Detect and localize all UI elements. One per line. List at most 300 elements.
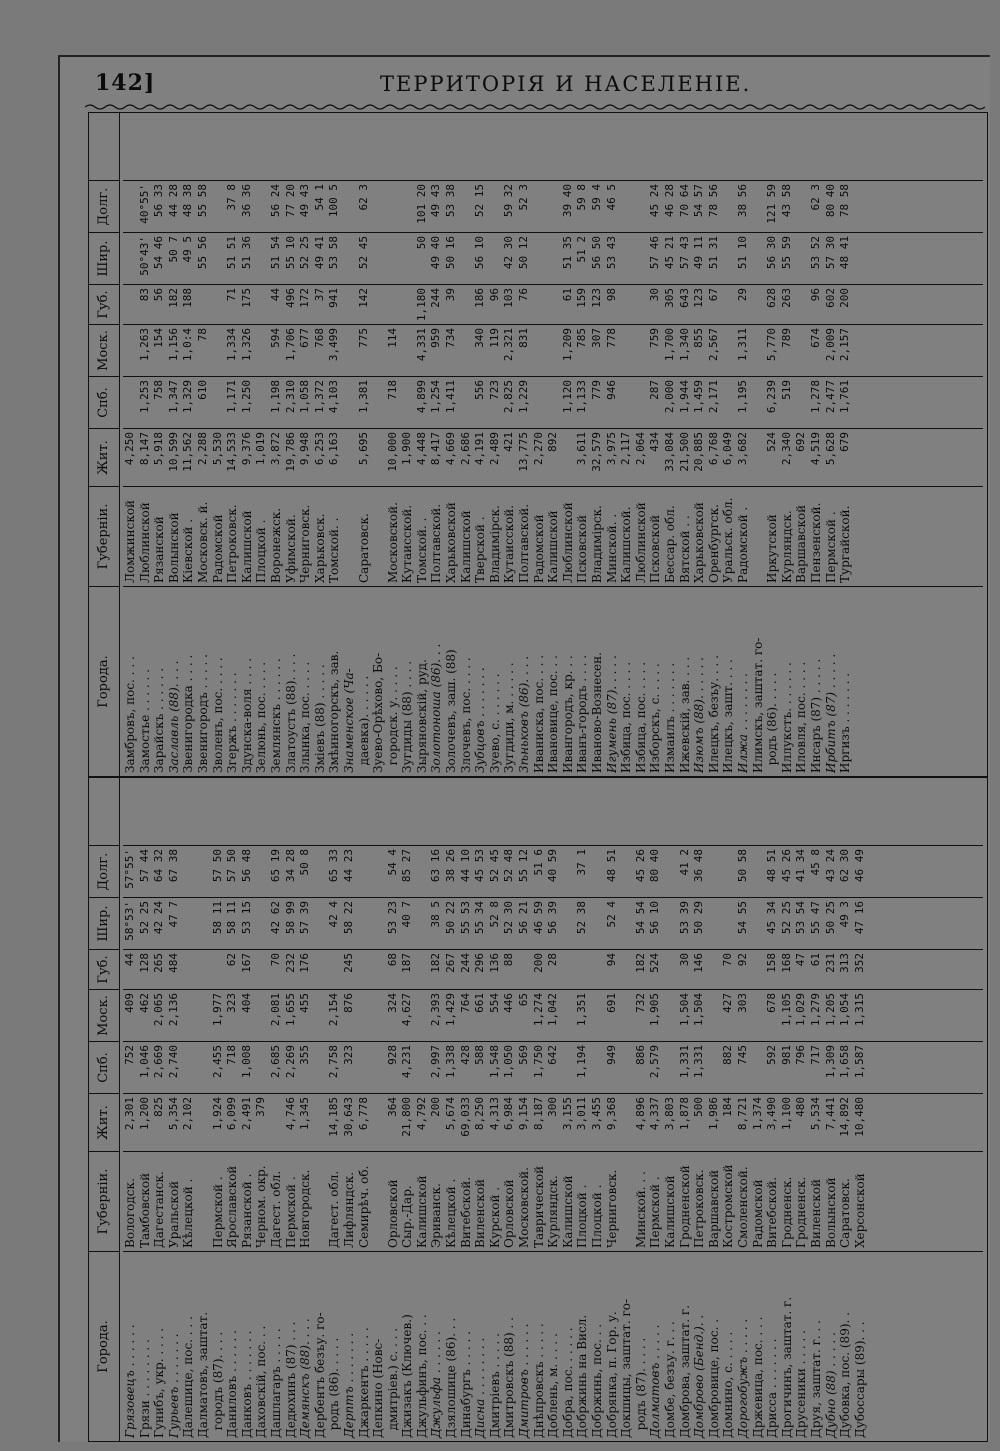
table-cell: 882	[721, 1045, 735, 1065]
table-cell	[196, 901, 211, 949]
right-col-longitude	[123, 180, 983, 232]
table-cell: 524	[648, 953, 662, 973]
table-cell: 65	[517, 993, 531, 1007]
table-cell: Уральской	[166, 1180, 181, 1248]
table-cell: 1,279	[808, 993, 822, 1027]
table-cell	[619, 236, 634, 284]
table-cell: 1,347	[166, 380, 180, 414]
table-cell	[181, 953, 196, 989]
table-cell: 610	[195, 380, 209, 400]
table-cell: 45 34	[765, 901, 779, 935]
table-cell: 1,944	[677, 380, 691, 414]
table-cell	[590, 1045, 605, 1093]
right-col-town	[123, 586, 983, 776]
table-cell: 44 23	[341, 849, 355, 883]
table-cell: 1,198	[268, 380, 282, 414]
table-cell	[459, 236, 474, 284]
table-cell: Иваново-Вознесен.	[590, 652, 604, 773]
table-cell: 96	[487, 288, 501, 302]
table-cell: 200	[531, 953, 545, 973]
table-cell: Илжа . . . . . . . .	[735, 673, 750, 773]
table-cell: 56 50	[590, 236, 603, 270]
table-cell	[211, 328, 226, 376]
table-cell: Зміевъ (88) . . . . .	[312, 664, 327, 773]
table-cell: 42 62	[268, 901, 282, 935]
table-cell	[400, 184, 415, 232]
table-cell: 1,331	[677, 1045, 691, 1079]
table-cell	[590, 849, 605, 897]
table-cell: 57 50	[225, 849, 239, 883]
table-cell: Иваниска, пос. . . .	[531, 654, 546, 773]
table-cell: 1,986	[706, 1097, 720, 1131]
table-cell: 6,778	[356, 1097, 370, 1131]
table-cell: 59 4	[590, 184, 603, 211]
table-cell: 92	[735, 953, 749, 967]
table-cell: 67	[706, 288, 720, 302]
table-cell: даевка). . . . . .	[356, 675, 371, 773]
table-cell: 768	[312, 328, 326, 348]
table-cell: 58°53'	[123, 901, 136, 941]
table-cell: 267	[444, 953, 458, 973]
table-cell	[794, 184, 809, 232]
table-cell: 1,229	[517, 380, 531, 414]
table-cell: Далешице, пос. . . .	[181, 1316, 196, 1438]
table-cell: 1,334	[225, 328, 239, 362]
table-cell	[254, 288, 269, 324]
table-cell	[313, 1097, 328, 1151]
table-cell: 51 31	[706, 236, 720, 270]
table-cell: 496	[283, 288, 297, 308]
table-cell: Волынской	[166, 512, 181, 583]
table-cell: 128	[137, 953, 151, 973]
table-cell: Дагест. обл.	[268, 1170, 283, 1248]
table-cell	[663, 1045, 678, 1093]
table-cell: 56 24	[268, 184, 282, 218]
header-spb: Спб.	[89, 1041, 119, 1093]
table-cell	[546, 288, 561, 324]
table-cell: Домнино, с. . . . .	[721, 1331, 736, 1438]
table-cell: 57 39	[298, 901, 312, 935]
table-cell: Друсеники . . . . .	[794, 1330, 809, 1438]
table-cell: 83	[137, 288, 151, 302]
table-cell: Волынской	[823, 1177, 838, 1248]
table-cell: 8,721	[735, 1097, 749, 1131]
table-cell: 5,918	[152, 432, 166, 466]
table-cell: Джаркентъ . . . . .	[356, 1327, 371, 1438]
table-area	[88, 112, 988, 1442]
table-cell: 78 56	[706, 184, 720, 218]
table-cell: Измаилъ . . . . . . .	[662, 662, 677, 773]
table-cell: 1,254	[429, 380, 443, 414]
table-cell: 159	[575, 288, 589, 308]
table-cell	[254, 184, 269, 232]
table-cell	[313, 953, 328, 989]
table-cell	[415, 1045, 430, 1093]
table-cell	[751, 288, 766, 324]
table-cell: 1,0:4	[181, 328, 195, 362]
table-cell: 785	[575, 328, 589, 348]
table-cell: Витебской.	[765, 1176, 780, 1248]
table-cell: 47 7	[166, 901, 180, 928]
table-cell: 678	[765, 993, 779, 1013]
table-cell	[254, 380, 269, 428]
table-cell: 9,376	[239, 432, 253, 466]
table-cell: 3,682	[735, 432, 749, 466]
table-cell: Зыряновскій, руд.	[414, 659, 429, 773]
table-cell: 2,491	[239, 1097, 253, 1131]
table-cell: 679	[838, 432, 852, 452]
table-cell: Илецкъ, безъу. . . .	[706, 655, 721, 773]
table-cell: 4,191	[473, 432, 487, 466]
table-cell: 602	[823, 288, 837, 308]
header-population: Жит.	[89, 1093, 119, 1151]
table-cell: 1,046	[137, 1045, 151, 1079]
table-cell	[386, 236, 401, 284]
table-cell: Воронежск.	[268, 507, 283, 583]
table-cell: Грязи . . . . . . . .	[137, 1339, 152, 1438]
table-cell	[751, 184, 766, 232]
table-cell: 50 25	[823, 901, 837, 935]
table-cell	[634, 328, 649, 376]
table-cell: 51 2	[575, 236, 589, 263]
table-cell: 1,900	[400, 432, 414, 466]
table-cell: Добра, пос. . . . . .	[560, 1327, 575, 1438]
table-cell: 46 49	[852, 849, 866, 883]
table-cell: 2,064	[633, 432, 647, 466]
table-cell: 58 99	[283, 901, 297, 935]
table-cell: Эриванск.	[429, 1183, 444, 1248]
table-cell: Дагестанск.	[152, 1171, 167, 1248]
table-cell	[634, 236, 649, 284]
table-cell: 734	[444, 328, 458, 348]
table-cell: 6,239	[765, 380, 779, 414]
table-cell: 717	[808, 1045, 822, 1065]
table-cell	[619, 953, 634, 989]
table-cell: 80 40	[823, 184, 837, 218]
table-cell	[488, 236, 503, 284]
table-cell: Дмитровъ . . . . . .	[517, 1323, 532, 1438]
table-cell: 48 38	[181, 184, 195, 218]
table-cell: 42 4	[327, 901, 341, 928]
table-cell: Зугдиди, м. . . . . .	[502, 662, 517, 773]
table-cell: 1,209	[560, 328, 574, 362]
page-title: ТЕРРИТОРІЯ И НАСЕЛЕНІЕ.	[380, 72, 752, 96]
left-col-spb	[123, 1041, 983, 1093]
table-cell: 14,892	[838, 1097, 852, 1137]
table-cell: Тургайской.	[838, 505, 853, 583]
table-cell: 9,368	[604, 1097, 618, 1131]
table-cell: Домбровице, пос. .	[706, 1318, 721, 1438]
table-cell: 1,761	[838, 380, 852, 414]
table-cell: 47	[794, 953, 808, 967]
table-cell: Тамбовской	[137, 1172, 152, 1248]
table-cell: 62 3	[808, 184, 822, 211]
table-cell: 1,326	[239, 328, 253, 362]
table-cell: 34 28	[283, 849, 297, 883]
table-cell: Плоцкой .	[254, 519, 269, 583]
table-cell: 2,270	[531, 432, 545, 466]
table-cell: Зуево-Орѣхово, Бо-	[371, 652, 386, 773]
table-cell: 1,200	[137, 1097, 151, 1131]
left-col-town	[123, 1251, 983, 1441]
table-cell: 70 64	[677, 184, 691, 218]
table-cell: 59 8	[575, 184, 589, 211]
table-cell: 52 8	[487, 901, 501, 928]
table-cell: 1,050	[502, 1045, 516, 1079]
table-cell: 2,489	[487, 432, 501, 466]
table-cell: Ижевскій, зав. . . .	[677, 656, 692, 773]
table-cell: 94	[604, 953, 618, 967]
table-cell	[386, 288, 401, 324]
table-cell: 36 36	[239, 184, 253, 218]
table-cell	[751, 993, 766, 1041]
table-cell: 6,049	[721, 432, 735, 466]
header-latitude: Шир.	[89, 897, 119, 949]
table-cell: 4,250	[123, 432, 136, 466]
header-town: Города.	[89, 586, 119, 776]
table-cell: 404	[239, 993, 253, 1013]
table-cell: 421	[502, 432, 516, 452]
table-cell: 43 58	[779, 184, 793, 218]
table-cell: 1,338	[444, 1045, 458, 1079]
table-cell: 56 48	[239, 849, 253, 883]
table-cell: 1,587	[852, 1045, 866, 1079]
table-cell: 789	[779, 328, 793, 348]
table-cell	[254, 901, 269, 949]
table-cell: Варшавской	[794, 504, 809, 583]
table-cell: 4,313	[487, 1097, 501, 1131]
table-cell: 300	[546, 1097, 560, 1117]
table-cell	[371, 288, 386, 324]
table-cell: 10,599	[166, 432, 180, 472]
table-cell	[211, 380, 226, 428]
table-cell: 2,081	[268, 993, 282, 1027]
table-cell: 57 44	[137, 849, 151, 883]
table-cell: Орловской	[385, 1179, 400, 1248]
table-cell: Друя, заштат. г. . .	[808, 1320, 823, 1438]
table-cell: 186	[473, 288, 487, 308]
table-cell: 1,504	[677, 993, 691, 1027]
table-cell: 946	[604, 380, 618, 400]
table-cell: 52 25	[137, 901, 151, 935]
table-cell: Курляндск.	[779, 510, 794, 583]
table-cell: 2,157	[838, 328, 852, 362]
table-cell: 484	[166, 953, 180, 973]
table-cell: 323	[225, 993, 239, 1013]
table-cell: Даховскій, пос. . .	[254, 1325, 269, 1438]
table-cell: 265	[152, 953, 166, 973]
table-cell: Долматовъ . . . . .	[648, 1324, 663, 1438]
table-cell: 2,009	[823, 328, 837, 362]
table-cell: Зволенъ, пос. . . . .	[210, 657, 225, 773]
table-cell: Уральск. обл.	[721, 497, 736, 583]
table-cell: 167	[239, 953, 253, 973]
table-cell: Калишской.	[619, 506, 634, 583]
table-cell	[721, 380, 736, 428]
table-cell	[371, 432, 386, 486]
table-cell: 50 22	[444, 901, 458, 935]
table-cell: 46 28	[662, 184, 676, 218]
table-cell: 11,562	[181, 432, 195, 472]
table-cell: Грязовецъ . . . . . .	[123, 1324, 137, 1438]
table-cell: 55 53	[458, 901, 472, 935]
table-cell: Петроковск.	[225, 504, 240, 583]
table-cell: 5,695	[356, 432, 370, 466]
table-cell: Дисна . . . . . . . .	[473, 1337, 488, 1438]
table-cell: Гунибъ, укр. . . . .	[152, 1327, 167, 1438]
table-cell: 855	[692, 328, 706, 348]
table-cell: 1,309	[823, 1045, 837, 1079]
table-cell: Курской .	[487, 1186, 502, 1248]
table-cell: 54 57	[692, 184, 706, 218]
table-cell: Рязанской	[152, 516, 167, 583]
table-cell: Дубоссары (89). . .	[852, 1321, 867, 1438]
table-cell: 1,029	[794, 993, 808, 1027]
table-cell	[386, 184, 401, 232]
table-cell: Избица, пос. . . . .	[633, 661, 648, 773]
table-cell	[342, 380, 357, 428]
table-cell: Звенигородъ . . . . .	[195, 654, 210, 773]
rotated-table	[88, 112, 988, 1442]
table-cell: 28	[546, 953, 560, 967]
table-cell	[371, 901, 386, 949]
table-cell: 6,768	[706, 432, 720, 466]
table-cell: 2,310	[283, 380, 297, 414]
table-cell: 78 58	[838, 184, 852, 218]
table-cell: 121 59	[765, 184, 779, 224]
table-cell: 1,548	[487, 1045, 501, 1079]
table-cell: Зѣньковъ (86). . . .	[517, 655, 532, 773]
table-cell: 2,136	[166, 993, 180, 1027]
table-cell: 778	[604, 328, 618, 348]
table-cell: Херсонской	[852, 1173, 867, 1248]
table-cell: 928	[385, 1045, 399, 1065]
table-cell: 2,477	[823, 380, 837, 414]
table-cell: Ярославской	[225, 1165, 240, 1248]
table-cell: 168	[779, 953, 793, 973]
table-cell: 642	[546, 1045, 560, 1065]
table-cell	[400, 236, 415, 284]
table-cell: Данковъ . . . . . . .	[239, 1330, 254, 1438]
table-cell: 1,351	[575, 993, 589, 1027]
table-cell: Кіевской .	[181, 518, 196, 583]
table-cell: 41 2	[677, 849, 691, 876]
table-cell: 1,019	[254, 432, 268, 466]
table-cell: 52 38	[575, 901, 589, 935]
table-cell	[751, 487, 766, 583]
table-cell: Пензенской.	[808, 502, 823, 583]
table-cell: Зугдиды (88) . . . .	[400, 660, 415, 773]
table-cell	[196, 953, 211, 989]
table-cell: 2,340	[779, 432, 793, 466]
table-cell	[357, 1045, 372, 1093]
table-cell: 200	[429, 1097, 443, 1117]
table-cell: 67 38	[166, 849, 180, 883]
table-cell: Дорогобужъ . . . . .	[735, 1318, 750, 1438]
table-cell: Дмитровскъ (88) . .	[502, 1317, 517, 1438]
table-cell: 1,156	[166, 328, 180, 362]
table-cell: Дагест. обл.	[327, 1170, 342, 1248]
table-cell: Вятской . .	[677, 515, 692, 583]
table-cell: 146	[692, 953, 706, 973]
table-cell	[459, 288, 474, 324]
table-cell	[561, 901, 576, 949]
table-cell: Дашлагаръ . . . . .	[268, 1328, 283, 1438]
table-cell: 1,655	[283, 993, 297, 1027]
table-cell: Згержъ . . . . . . .	[225, 672, 240, 773]
table-cell: 53 54	[794, 901, 808, 935]
table-cell: 1,977	[210, 993, 224, 1027]
table-cell: Илимскъ, заштат. го-	[750, 637, 765, 773]
right-header	[89, 113, 120, 776]
right-col-spb	[123, 376, 983, 428]
table-cell	[459, 184, 474, 232]
table-cell: Пермской .	[823, 511, 838, 583]
table-cell: 723	[487, 380, 501, 400]
table-cell	[751, 849, 766, 897]
table-cell: 323	[341, 1045, 355, 1065]
table-cell: Ломжинской	[123, 499, 137, 583]
table-cell: 3,455	[590, 1097, 603, 1131]
right-col-latitude	[123, 232, 983, 284]
table-cell: 57 43	[677, 236, 691, 270]
table-cell	[546, 236, 561, 284]
table-cell	[254, 993, 269, 1041]
table-cell: городск. у. . . . .	[385, 666, 400, 773]
table-cell: Здунска-воля . . . .	[239, 657, 254, 773]
table-cell	[663, 849, 678, 897]
table-cell: 1,042	[546, 993, 560, 1027]
table-cell: 379	[254, 1097, 268, 1117]
table-cell: 2,393	[429, 993, 443, 1027]
table-cell: 55 34	[473, 901, 487, 935]
right-col-moscow	[123, 324, 983, 376]
table-cell: 50 12	[517, 236, 531, 270]
table-cell: 8,147	[137, 432, 151, 466]
table-cell: Домбе, безъу. г. . .	[662, 1321, 677, 1438]
table-cell: 101 20	[414, 184, 428, 224]
table-cell: 2,997	[429, 1045, 443, 1079]
table-cell: Новгородск.	[298, 1169, 313, 1248]
header-longitude: Долг.	[89, 845, 119, 897]
table-cell: 51 51	[225, 236, 239, 270]
table-cell: 643	[677, 288, 691, 308]
table-cell: Иловля, пос. . . . .	[794, 661, 809, 773]
table-cell	[751, 901, 766, 949]
table-cell: 37 8	[225, 184, 239, 211]
table-cell: 52 3	[517, 184, 531, 211]
table-cell	[721, 288, 736, 324]
table-cell	[342, 432, 357, 486]
table-cell: Злочевъ, пос. . . . .	[458, 657, 473, 773]
table-cell: Калишской	[662, 1175, 677, 1248]
table-cell: 38 56	[735, 184, 749, 218]
table-cell: 594	[268, 328, 282, 348]
table-cell: Саратовск.	[356, 513, 371, 583]
table-cell: 1,194	[575, 1045, 589, 1079]
table-cell: 244	[458, 953, 472, 973]
table-cell: 1,120	[560, 380, 574, 414]
table-cell: Инсаръ (87) . . . . .	[808, 658, 823, 773]
left-col-population	[123, 1093, 983, 1151]
table-cell: 1,205	[823, 993, 837, 1027]
table-cell: 1,411	[444, 380, 458, 414]
table-cell: 54 46	[152, 236, 166, 270]
table-cell: 296	[473, 953, 487, 973]
table-cell: 175	[239, 288, 253, 308]
table-cell	[634, 380, 649, 428]
header-province: Губерніи.	[89, 1151, 119, 1251]
